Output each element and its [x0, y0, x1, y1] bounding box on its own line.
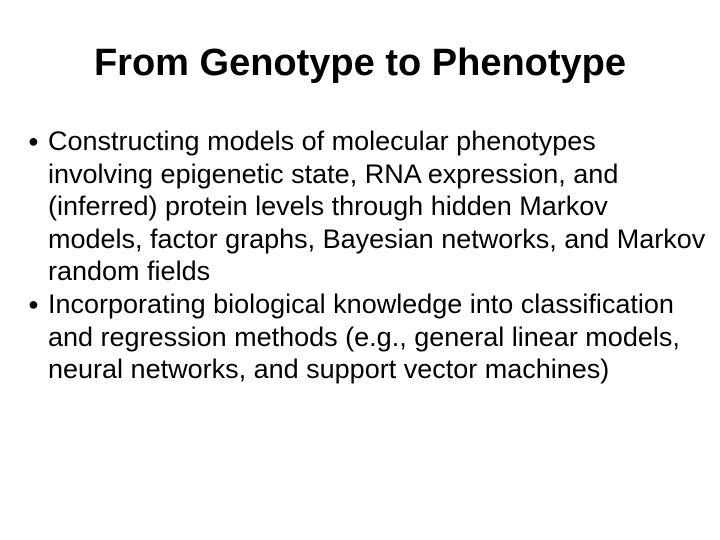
bullet-dot-icon: ●: [28, 131, 39, 151]
bullet-dot-icon: ●: [28, 293, 39, 314]
slide-title: From Genotype to Phenotype: [93, 42, 627, 84]
bullet-list: [28, 125, 708, 386]
bullet-item-classification: [28, 288, 708, 386]
bullet-item-models: [28, 125, 708, 288]
bullet-text: Incorporating biological knowledge into classification and regression methods (e.g., general linear models, neural networks, and support vector machines): [48, 288, 680, 385]
bullet-text: Constructing models of molecular phenotypes involving epigenetic state, RNA expression, and (inferred) protein levels through hidden Markov models, factor graphs, Bayesian networks, and Markov random fields: [48, 126, 706, 287]
